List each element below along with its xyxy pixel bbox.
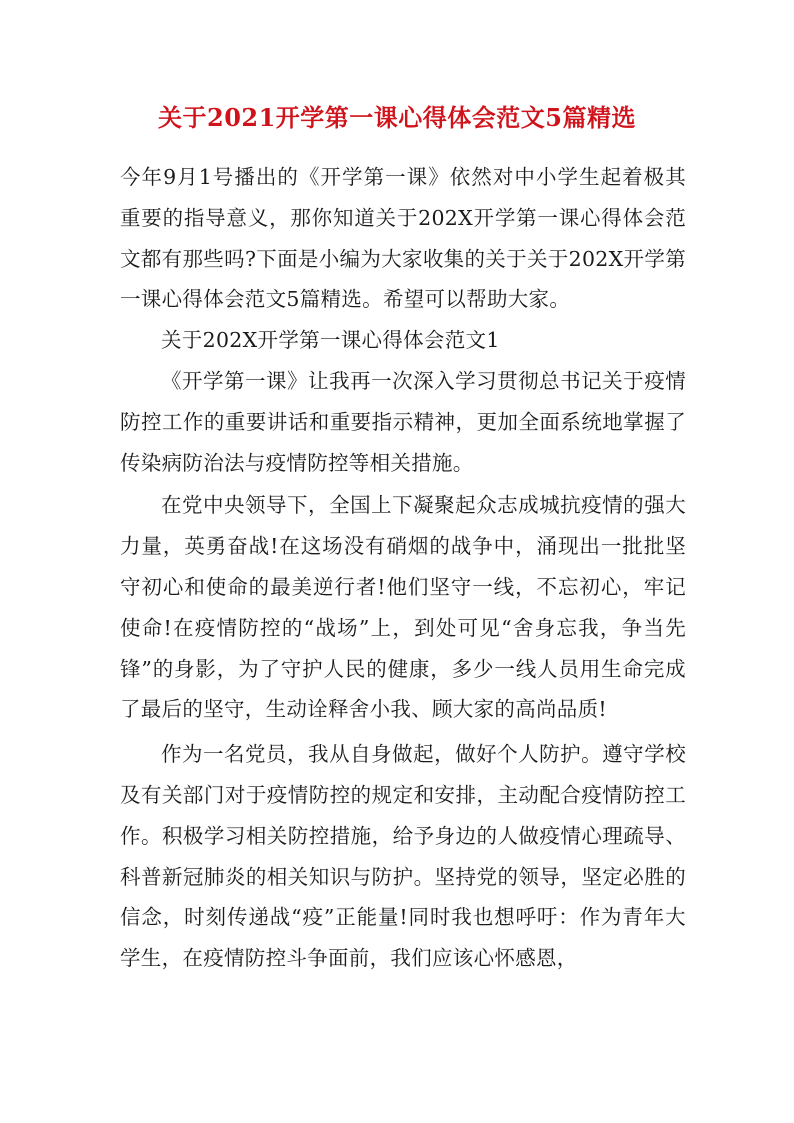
- section-heading: 关于202X开学第一课心得体会范文1: [161, 328, 500, 353]
- body-paragraph: 作为一名党员，我从自身做起，做好个人防护。遵守学校及有关部门对于疫情防控的规定和安排，主动配合疫情防控工作。积极学习相关防控措施，给予身边的人做疫情心理疏导、科普新冠肺炎的相关知识与防护。坚持党的领导，坚定必胜的信念，时刻传递战“疫”正能量!同时我也想呼吁：作为青年大学生，在疫情防控斗争面前，我们应该心怀感恩，: [120, 742, 686, 971]
- body-paragraph: 《开学第一课》让我再一次深入学习贯彻总书记关于疫情防控工作的重要讲话和重要指示精神，更加全面系统地掌握了传染病防治法与疫情防控等相关措施。: [120, 368, 686, 475]
- body-paragraph: 在党中央领导下，全国上下凝聚起众志成城抗疫情的强大力量，英勇奋战!在这场没有硝烟的战争中，涌现出一批批坚守初心和使命的最美逆行者!他们坚守一线，不忘初心，牢记使命!在疫情防控的“战场”上，到处可见“舍身忘我，争当先锋”的身影，为了守护人民的健康，多少一线人员用生命完成了最后的坚守，生动诠释舍小我、顾大家的高尚品质!: [120, 493, 686, 722]
- document-body: [120, 157, 686, 979]
- intro-paragraph: 今年9月1号播出的《开学第一课》依然对中小学生起着极其重要的指导意义，那你知道关于202X开学第一课心得体会范文都有那些吗?下面是小编为大家收集的关于关于202X开学第一课心得体会范文5篇精选。希望可以帮助大家。: [120, 165, 686, 312]
- document-title: 关于2021开学第一课心得体会范文5篇精选: [158, 103, 636, 132]
